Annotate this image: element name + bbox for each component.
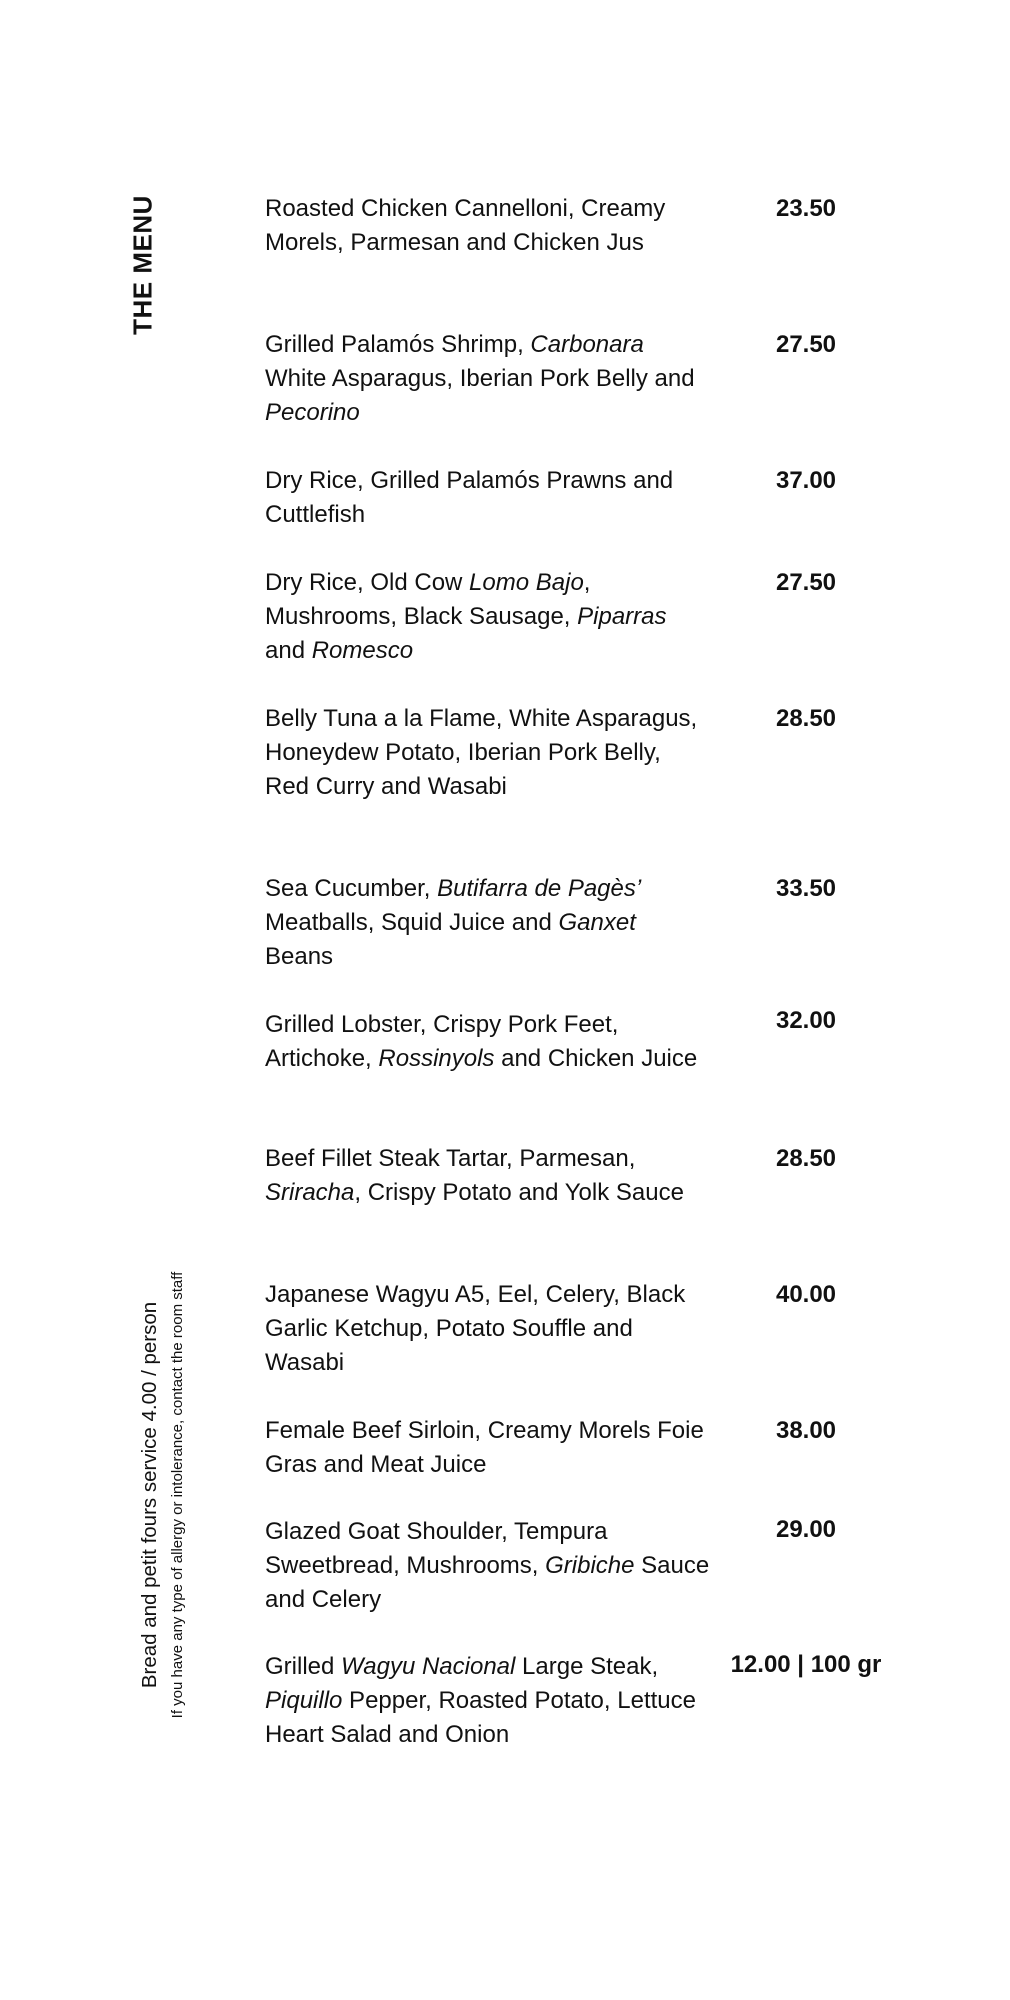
dish-price: 28.50 <box>775 705 837 732</box>
dish-price: 27.50 <box>775 331 837 358</box>
dish-price: 40.00 <box>775 1281 837 1308</box>
dish-name-segment: and Chicken Juice <box>494 1045 698 1072</box>
dish-name-italic-segment: Pecorino <box>265 399 360 426</box>
dish-name <box>265 464 710 532</box>
dish-name-italic-segment: Piquillo <box>265 1687 343 1714</box>
side-note <box>137 1272 189 1719</box>
dish-name-italic-segment: Sriracha <box>265 1179 355 1206</box>
dish-name <box>265 1142 710 1210</box>
dish-name-segment: Sea Cucumber, <box>265 875 438 902</box>
dish-name <box>265 1515 710 1617</box>
menu-title: THE MENU <box>127 195 158 335</box>
dish-name <box>265 1008 710 1076</box>
dish-name <box>265 192 710 260</box>
dish-name <box>265 872 710 974</box>
dish-name-italic-segment: Gribiche <box>545 1552 635 1579</box>
dish-name-italic-segment: Carbonara <box>530 331 644 358</box>
dish-name-segment: Sauce and Celery <box>265 1552 710 1613</box>
dish-price: 33.50 <box>775 875 837 902</box>
dish-name-segment: Meatballs, Squid Juice and <box>265 909 559 936</box>
dish-name <box>265 566 710 668</box>
dish-name-segment: , Crispy Potato and Yolk Sauce <box>354 1179 684 1206</box>
dish-name-italic-segment: Ganxet <box>558 909 636 936</box>
dish-price: 37.00 <box>775 467 837 494</box>
dish-name-segment: Glazed Goat Shoulder, Tempura Sweetbread, Mushrooms, <box>265 1518 608 1579</box>
dish-name-italic-segment: Piparras <box>577 603 667 630</box>
dish-name-segment: Dry Rice, Old Cow <box>265 569 470 596</box>
dish-price: 29.00 <box>775 1516 837 1543</box>
dish-price: 32.00 <box>775 1007 837 1034</box>
dish-name-italic-segment: Butifarra de Pagès’ <box>437 875 642 902</box>
dish-name-segment: Pepper, Roasted Potato, Lettuce Heart Salad and Onion <box>265 1687 696 1748</box>
dish-name-segment: Female Beef Sirloin, Creamy Morels Foie Gras and Meat Juice <box>265 1417 704 1478</box>
dish-name-segment: Grilled <box>265 1653 342 1680</box>
dish-price: 28.50 <box>775 1145 837 1172</box>
dish-name-segment: Grilled Palamós Shrimp, <box>265 331 531 358</box>
dish-name-italic-segment: Romesco <box>311 637 414 664</box>
dish-name-segment: Large Steak, <box>515 1653 659 1680</box>
dish-name-segment: Japanese Wagyu A5, Eel, Celery, Black Garlic Ketchup, Potato Souffle and Wasabi <box>265 1281 686 1376</box>
dish-name-segment: Dry Rice, Grilled Palamós Prawns and Cuttlefish <box>265 467 674 528</box>
dish-price: 27.50 <box>775 569 837 596</box>
dish-name-segment: Grilled Lobster, Crispy Pork Feet, Artichoke, <box>265 1011 619 1072</box>
dish-name-segment: , Mushrooms, Black Sausage, <box>265 569 591 630</box>
dish-name <box>265 328 710 430</box>
dish-name <box>265 1278 710 1380</box>
dish-name-segment: White Asparagus, Iberian Pork Belly and <box>265 365 695 392</box>
dish-price: 23.50 <box>775 195 837 222</box>
dish-name-segment: Beans <box>265 943 334 970</box>
service-charge-note: Bread and petit fours service 4.00 / person <box>138 1301 161 1689</box>
dish-name <box>265 1414 710 1482</box>
dish-name-italic-segment: Wagyu Nacional <box>341 1653 516 1680</box>
dish-name-segment: Belly Tuna a la Flame, White Asparagus, Honeydew Potato, Iberian Pork Belly, Red Curry and Wasabi <box>265 705 698 800</box>
dish-name-italic-segment: Rossinyols <box>378 1045 495 1072</box>
dish-name-segment: and <box>265 637 312 664</box>
allergy-note: If you have any type of allergy or intolerance, contact the room staff <box>169 1271 186 1719</box>
dish-price: 38.00 <box>775 1417 837 1444</box>
dish-name <box>265 702 710 804</box>
dish-name <box>265 1650 710 1752</box>
dish-name-italic-segment: Lomo Bajo <box>469 569 584 596</box>
dish-name-segment: Beef Fillet Steak Tartar, Parmesan, <box>265 1145 636 1172</box>
dish-price: 12.00 | 100 gr <box>730 1651 882 1678</box>
dish-name-segment: Roasted Chicken Cannelloni, Creamy Morels, Parmesan and Chicken Jus <box>265 195 666 256</box>
